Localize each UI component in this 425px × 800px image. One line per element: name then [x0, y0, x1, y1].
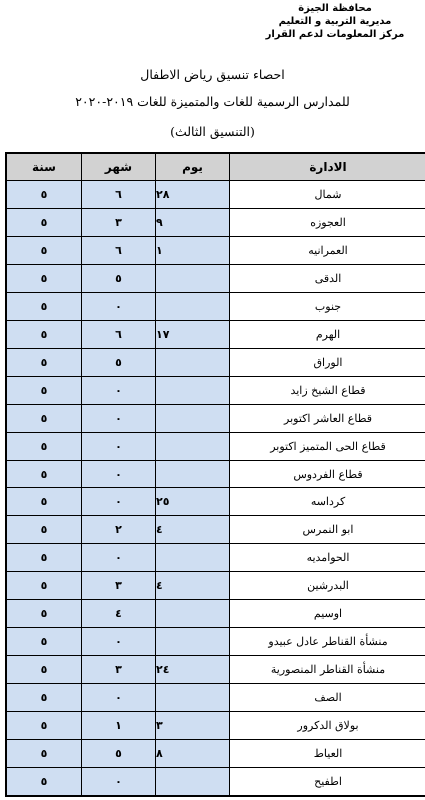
cell-year: ٥: [6, 600, 82, 628]
cell-year: ٥: [6, 628, 82, 656]
cell-month: ٠: [82, 628, 156, 656]
table-row: [6, 432, 425, 460]
age-statistics-table: [5, 152, 425, 797]
column-header-month: شهر: [82, 153, 156, 181]
cell-day: [156, 628, 230, 656]
cell-admin: العمرانيه: [230, 236, 425, 264]
cell-year: ٥: [6, 488, 82, 516]
document-round-label: (التنسيق الثالث): [170, 124, 255, 139]
table-row: [6, 572, 425, 600]
cell-admin: اوسيم: [230, 600, 425, 628]
cell-month: ٠: [82, 488, 156, 516]
cell-month: ٠: [82, 376, 156, 404]
cell-year: ٥: [6, 320, 82, 348]
table-row: [6, 404, 425, 432]
table-header-row: [6, 153, 425, 181]
cell-day: ١: [156, 236, 230, 264]
cell-year: ٥: [6, 460, 82, 488]
directorate-label: مديرية التربية و التعليم: [278, 16, 392, 27]
cell-admin: قطاع العاشر اكتوبر: [230, 404, 425, 432]
cell-month: ٠: [82, 404, 156, 432]
cell-admin: منشأة القناطر المنصورية: [230, 656, 425, 684]
cell-admin: الحوامديه: [230, 544, 425, 572]
cell-admin: جنوب: [230, 292, 425, 320]
cell-year: ٥: [6, 292, 82, 320]
cell-year: ٥: [6, 432, 82, 460]
cell-year: ٥: [6, 236, 82, 264]
cell-year: ٥: [6, 684, 82, 712]
cell-day: [156, 264, 230, 292]
cell-year: ٥: [6, 516, 82, 544]
cell-month: ٥: [82, 740, 156, 768]
cell-year: ٥: [6, 376, 82, 404]
table-row: [6, 600, 425, 628]
cell-day: [156, 600, 230, 628]
cell-month: ٣: [82, 208, 156, 236]
cell-month: ٣: [82, 656, 156, 684]
cell-month: ٤: [82, 600, 156, 628]
governorate-label: محافظة الجيزة: [298, 3, 372, 14]
table-row: [6, 320, 425, 348]
cell-day: [156, 376, 230, 404]
cell-year: ٥: [6, 348, 82, 376]
cell-month: ٦: [82, 181, 156, 209]
document-title: احصاء تنسيق رياض الاطفال: [140, 67, 285, 82]
cell-day: [156, 460, 230, 488]
table-row: [6, 740, 425, 768]
cell-day: ٨: [156, 740, 230, 768]
cell-day: ١٧: [156, 320, 230, 348]
cell-admin: الصف: [230, 684, 425, 712]
cell-month: ٠: [82, 292, 156, 320]
cell-admin: العياط: [230, 740, 425, 768]
cell-day: [156, 684, 230, 712]
table-row: [6, 768, 425, 796]
cell-admin: الهرم: [230, 320, 425, 348]
cell-admin: شمال: [230, 181, 425, 209]
table-row: [6, 208, 425, 236]
cell-day: [156, 292, 230, 320]
cell-year: ٥: [6, 544, 82, 572]
cell-day: ٢٨: [156, 181, 230, 209]
cell-year: ٥: [6, 208, 82, 236]
cell-admin: الوراق: [230, 348, 425, 376]
cell-day: ٣: [156, 712, 230, 740]
table-row: [6, 348, 425, 376]
table-row: [6, 376, 425, 404]
cell-month: ٥: [82, 348, 156, 376]
table-row: [6, 181, 425, 209]
table-row: [6, 628, 425, 656]
cell-day: ٤: [156, 572, 230, 600]
cell-admin: بولاق الدكرور: [230, 712, 425, 740]
cell-year: ٥: [6, 656, 82, 684]
cell-month: ٢: [82, 516, 156, 544]
cell-admin: منشأة القناطر عادل عبيدو: [230, 628, 425, 656]
table-row: [6, 544, 425, 572]
column-header-admin: الادارة: [230, 153, 425, 181]
cell-admin: قطاع الحى المتميز اكتوبر: [230, 432, 425, 460]
cell-year: ٥: [6, 404, 82, 432]
cell-admin: قطاع الفردوس: [230, 460, 425, 488]
document-header: [255, 2, 415, 41]
document-subtitle: للمدارس الرسمية للغات والمتميزة للغات ٢٠١٩-٢٠٢٠: [75, 94, 350, 109]
cell-month: ٠: [82, 684, 156, 712]
cell-day: [156, 432, 230, 460]
cell-admin: البدرشين: [230, 572, 425, 600]
cell-month: ٠: [82, 544, 156, 572]
cell-admin: العجوزه: [230, 208, 425, 236]
cell-year: ٥: [6, 572, 82, 600]
cell-year: ٥: [6, 181, 82, 209]
cell-day: ٤: [156, 516, 230, 544]
cell-day: [156, 348, 230, 376]
cell-month: ٠: [82, 432, 156, 460]
table-row: [6, 488, 425, 516]
cell-admin: قطاع الشيخ زايد: [230, 376, 425, 404]
cell-month: ٦: [82, 320, 156, 348]
table-row: [6, 684, 425, 712]
cell-year: ٥: [6, 264, 82, 292]
cell-month: ٠: [82, 768, 156, 796]
cell-day: ٩: [156, 208, 230, 236]
cell-admin: الدقى: [230, 264, 425, 292]
cell-year: ٥: [6, 712, 82, 740]
cell-month: ٣: [82, 572, 156, 600]
table-row: [6, 264, 425, 292]
table-row: [6, 292, 425, 320]
info-center-label: مركز المعلومات لدعم القرار: [265, 29, 405, 40]
cell-admin: كرداسه: [230, 488, 425, 516]
cell-day: ٢٥: [156, 488, 230, 516]
table-row: [6, 516, 425, 544]
cell-month: ٥: [82, 264, 156, 292]
cell-month: ٦: [82, 236, 156, 264]
cell-admin: ابو النمرس: [230, 516, 425, 544]
table-row: [6, 236, 425, 264]
table-row: [6, 712, 425, 740]
cell-day: [156, 404, 230, 432]
cell-month: ٠: [82, 460, 156, 488]
cell-day: ٢٤: [156, 656, 230, 684]
column-header-day: يوم: [156, 153, 230, 181]
cell-admin: اطفيح: [230, 768, 425, 796]
cell-day: [156, 768, 230, 796]
table-row: [6, 656, 425, 684]
cell-year: ٥: [6, 768, 82, 796]
table-row: [6, 460, 425, 488]
cell-day: [156, 544, 230, 572]
cell-year: ٥: [6, 740, 82, 768]
column-header-year: سنة: [6, 153, 82, 181]
cell-month: ١: [82, 712, 156, 740]
